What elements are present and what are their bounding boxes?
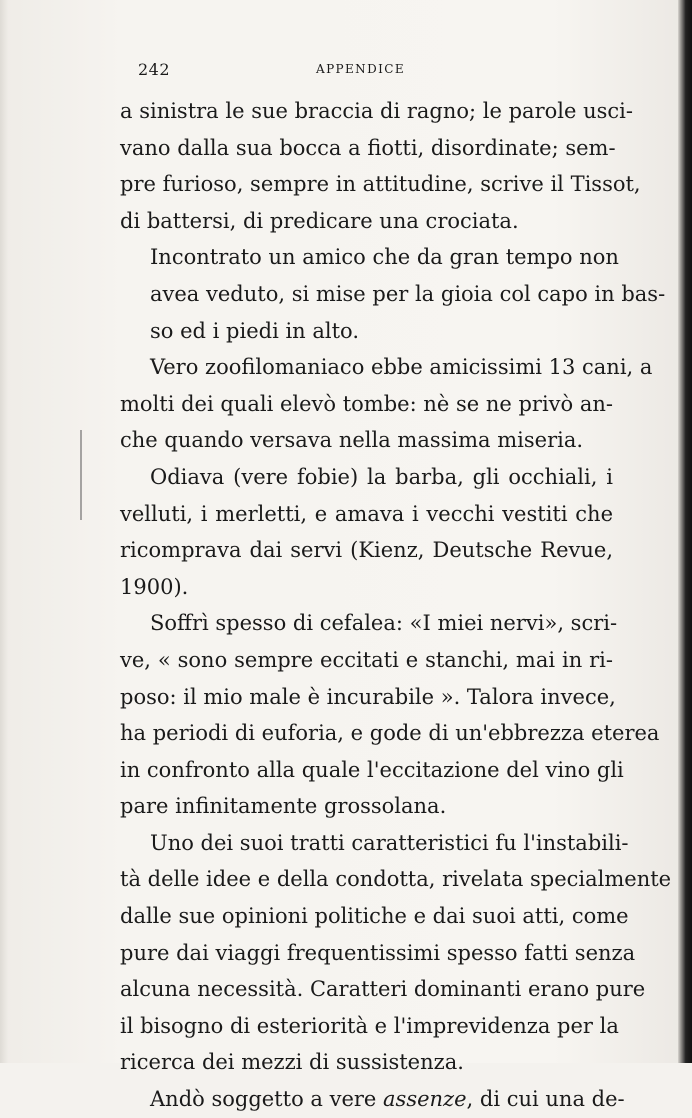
text-line: a sinistra le sue braccia di ragno; le parole usci- [120,99,633,123]
text-line: pure dai viaggi frequentissimi spesso fatti senza [120,940,636,965]
text-line: ha periodi di euforia, e gode di un'ebbrezza eterea [120,721,660,746]
text-line: so ed i piedi in alto. [150,318,359,343]
text-run: Andò soggetto a vere [150,1087,384,1112]
paragraph [120,1081,625,1118]
text-line: vano dalla sua bocca a fiotti, disordinate; sem- [120,135,616,160]
paragraph [120,605,660,825]
text-line: pare infinitamente grossolana. [120,794,447,819]
paragraph [120,825,672,1081]
text-line: Soffrì spesso di cefalea: «I miei nervi», scri- [150,611,618,636]
text-line: che quando versava nella massima miseria. [120,428,584,453]
paragraph [120,239,666,349]
page-header [138,60,416,80]
text-line: molti dei quali elevò tombe: nè se ne privò an- [120,391,613,416]
text-line: Odiava (vere fobie) la barba, gli occhiali, i [150,464,613,489]
page-left-shadow [0,0,8,1063]
running-head: APPENDICE [316,62,405,76]
text-line: 1900). [120,574,189,599]
page-number: 242 [138,60,171,79]
paragraph [120,459,613,605]
text-line: velluti, i merletti, e amava i vecchi vestiti che [120,501,613,526]
text-line: in confronto alla quale l'eccitazione del vino gli [120,757,624,782]
text-line: ricerca dei mezzi di sussistenza. [120,1050,464,1075]
text-line: ve, « sono sempre eccitati e stanchi, mai in ri- [120,647,613,672]
text-line [120,1081,625,1118]
text-line: pre furioso, sempre in attitudine, scrive il Tissot, [120,172,641,197]
paragraph [120,93,641,239]
text-line: poso: il mio male è incurabile ». Talora invece, [120,684,616,709]
text-line: Vero zoofilomaniaco ebbe amicissimi 13 cani, a [150,355,653,380]
text-line: dalle sue opinioni politiche e dai suoi atti, come [120,904,629,929]
margin-pencil-mark [80,430,82,520]
page-right-edge [678,0,692,1063]
text-line: ricomprava dai servi (Kienz, Deutsche Revue, [120,538,613,563]
text-run: , di cui una de- [466,1087,625,1112]
italic-term: assenze [383,1087,467,1112]
text-line: tà delle idee e della condotta, rivelata specialmente [120,867,672,892]
text-line: Incontrato un amico che da gran tempo non [150,245,619,270]
text-line: avea veduto, si mise per la gioia col capo in bas- [150,281,666,306]
text-line: di battersi, di predicare una crociata. [120,208,519,233]
paragraph [120,349,653,459]
body-text [120,93,672,1118]
text-line: alcuna necessità. Caratteri dominanti erano pure [120,977,646,1002]
text-line: Uno dei suoi tratti caratteristici fu l'instabili- [150,830,629,855]
text-line: il bisogno di esteriorità e l'imprevidenza per la [120,1013,619,1038]
